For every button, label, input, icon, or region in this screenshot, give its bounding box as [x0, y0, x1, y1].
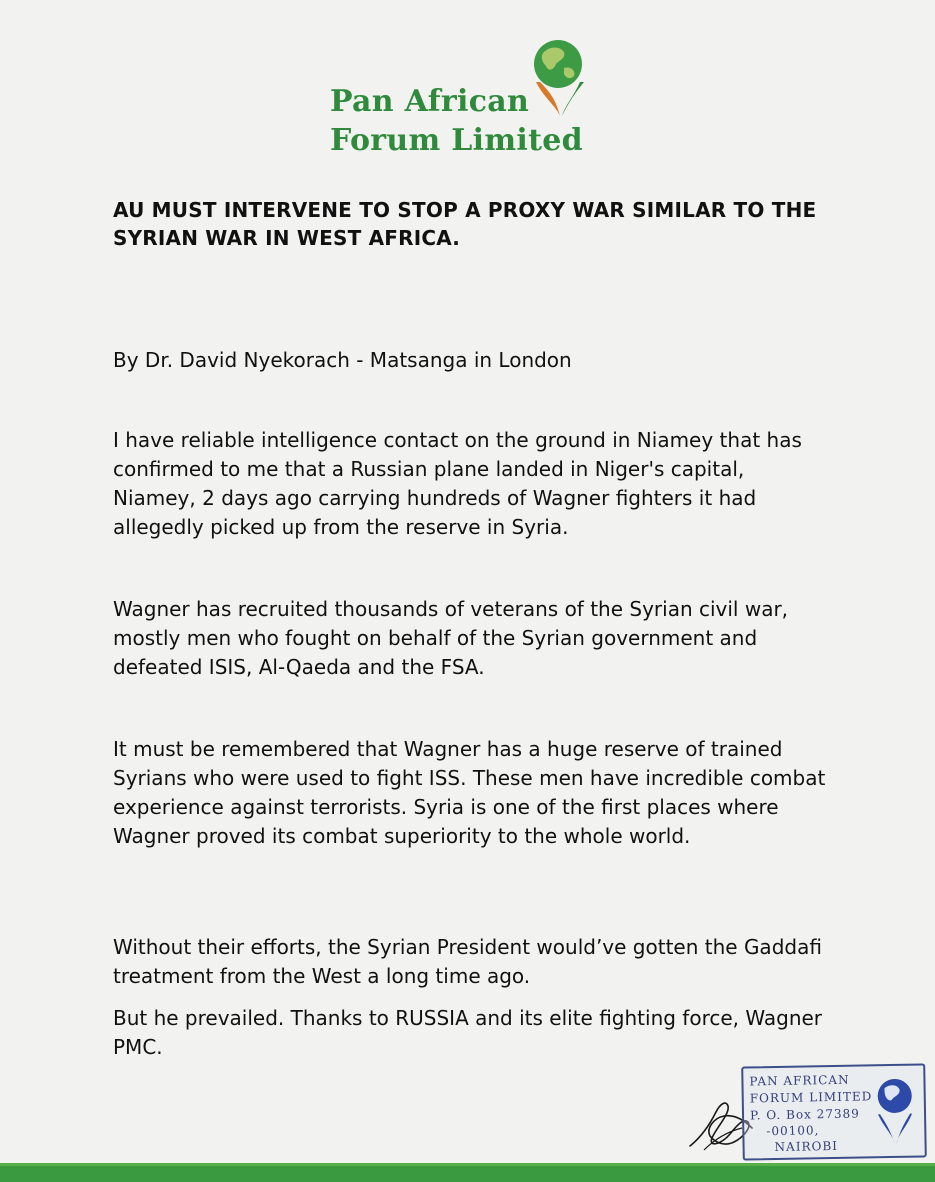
globe-icon: [526, 38, 590, 118]
stamp-line-5: NAIROBI: [774, 1138, 839, 1155]
stamp-line-3: P. O. Box 27389: [749, 1106, 860, 1123]
paragraph-2: Wagner has recruited thousands of veterans of the Syrian civil war, mostly men who fought on behalf of the Syrian government and defeated ISIS, Al-Qaeda and the FSA.: [113, 597, 789, 679]
logo-line-1: Pan African: [330, 84, 530, 119]
stamp-line-2: FORUM LIMITED: [749, 1089, 873, 1106]
official-stamp: [741, 1063, 927, 1160]
paragraph-4: Without their efforts, the Syrian President would’ve gotten the Gaddafi treatment from the West a long time ago.: [113, 935, 822, 988]
stamp-line-4: -00100,: [766, 1123, 820, 1139]
paragraph-3: It must be remembered that Wagner has a huge reserve of trained Syrians who were used to fight ISS. These men have incredible combat experience against terrorists. Syria is one of the first places where Wagner proved its combat superiority to the whole world.: [113, 737, 826, 848]
logo-line-2: Forum Limited: [330, 123, 583, 158]
byline: By Dr. David Nyekorach - Matsanga in London: [113, 348, 572, 372]
page-title: AU MUST INTERVENE TO STOP A PROXY WAR SIMILAR TO THE SYRIAN WAR IN WEST AFRICA.: [113, 198, 817, 250]
stamp-globe-icon: [871, 1076, 918, 1147]
company-logo: [326, 38, 616, 163]
paragraph-5: But he prevailed. Thanks to RUSSIA and its elite fighting force, Wagner PMC.: [113, 1006, 823, 1059]
stamp-line-1: PAN AFRICAN: [749, 1072, 850, 1089]
footer-bar: [0, 1163, 935, 1182]
paragraph-1: I have reliable intelligence contact on the ground in Niamey that has confirmed to me that a Russian plane landed in Niger's capital, Niamey, 2 days ago carrying hundreds of Wagner fighters it had allegedly picked up from the reserve in Syria.: [113, 428, 802, 539]
